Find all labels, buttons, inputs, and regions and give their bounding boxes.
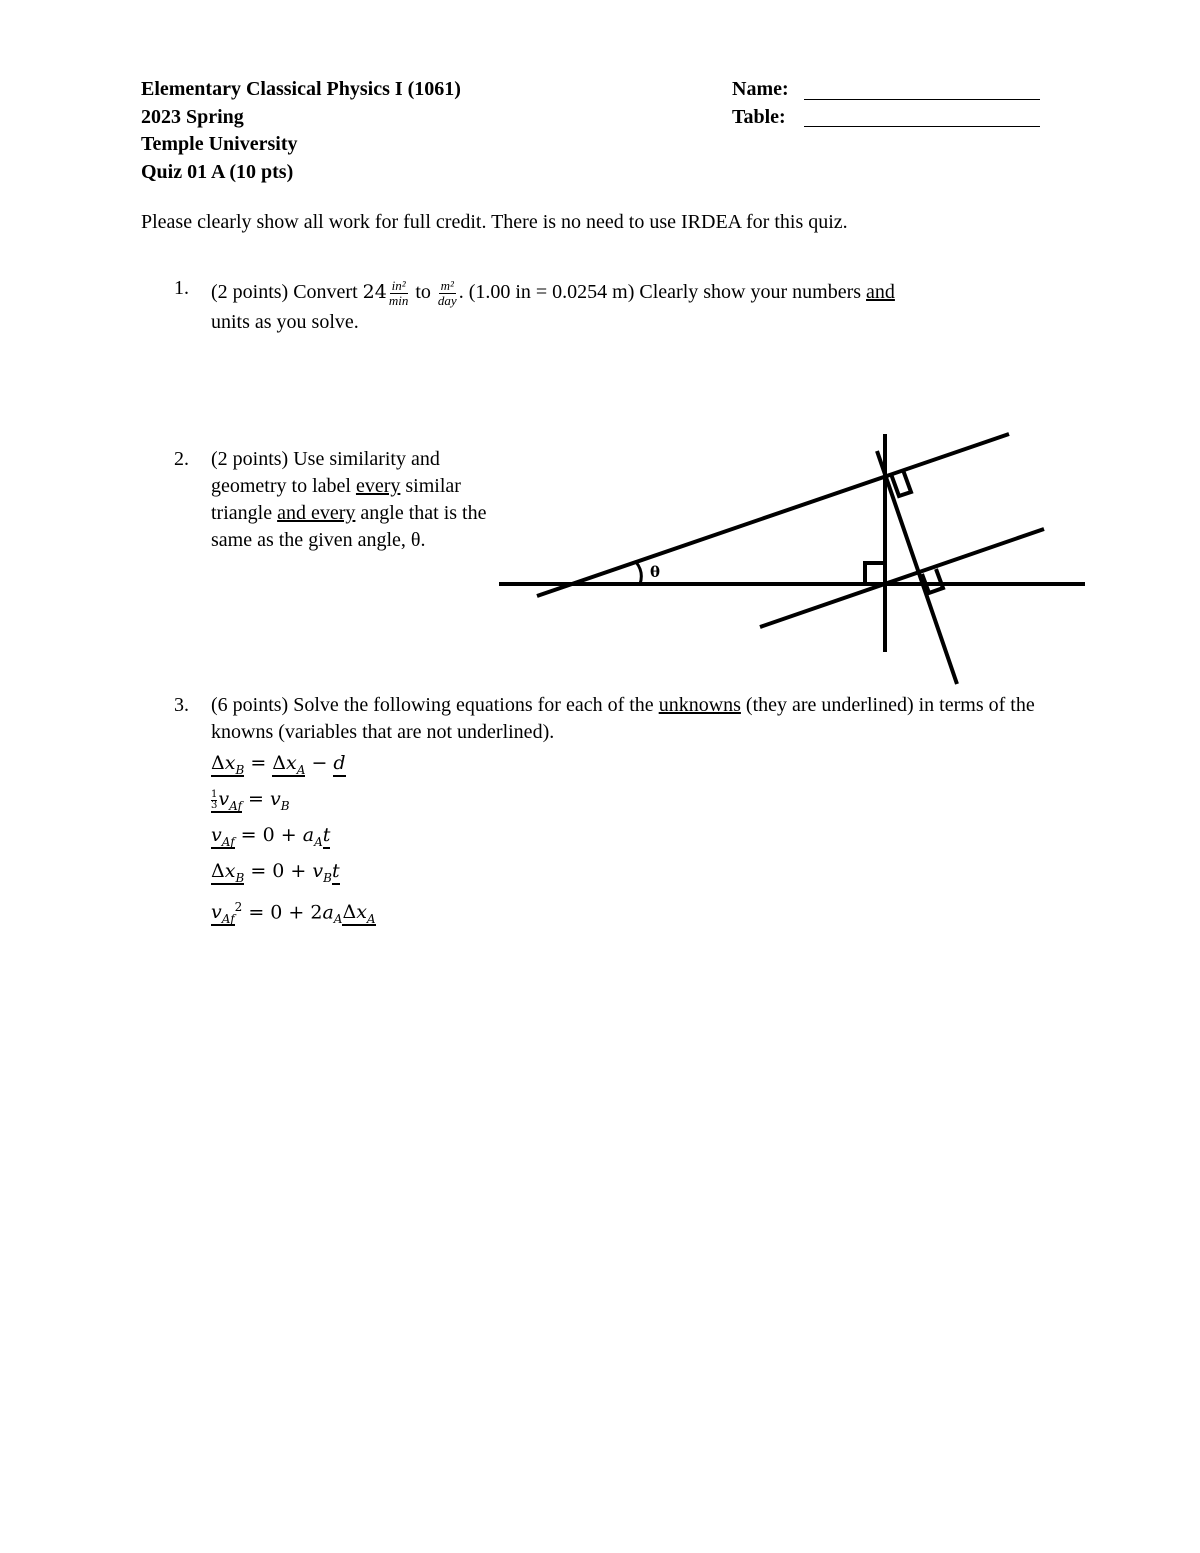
theta-arc bbox=[636, 562, 641, 584]
instructions: Please clearly show all work for full credit. There is no need to use IRDEA for this quiz. bbox=[141, 211, 848, 233]
q1-line2: units as you solve. bbox=[211, 311, 359, 333]
equation-2: $\frac{1}{3}$ $v_{Af} = v_B$ bbox=[211, 788, 290, 813]
quiz-title: Quiz 01 A (10 pts) bbox=[141, 160, 294, 183]
question-3 bbox=[174, 692, 1071, 746]
to-denominator: day bbox=[437, 292, 457, 308]
name-label: Name: bbox=[732, 78, 789, 100]
theta-label: θ bbox=[650, 563, 661, 581]
equation-list bbox=[211, 748, 376, 928]
q3-part1: (6 points) Solve the following equations for each of the bbox=[211, 694, 659, 716]
from-numerator: in² bbox=[391, 277, 406, 293]
question-number: 3. bbox=[174, 694, 189, 716]
term: 2023 Spring bbox=[141, 105, 244, 128]
q2-part1: (2 points) Use similarity and geometry to label bbox=[211, 448, 440, 497]
q3-part2: (they are underlined) in terms of the knowns (variables that are not underlined). bbox=[211, 694, 1035, 743]
equation-5: $v_{Af}^2 = 0 + 2a_A\Delta x_A$ bbox=[211, 900, 376, 927]
q2-part2: similar triangle bbox=[211, 475, 461, 524]
q2-part3: angle that is the same as the given angle, θ. bbox=[211, 502, 487, 551]
steep-line bbox=[877, 451, 957, 684]
equation-4: $\Delta x_B = 0 + v_Bt$ bbox=[211, 860, 340, 885]
q1-prefix: (2 points) Convert bbox=[211, 281, 363, 303]
question-number: 2. bbox=[174, 448, 189, 470]
q1-and: and bbox=[866, 281, 895, 303]
to-numerator: m² bbox=[440, 277, 454, 293]
equation-3: $v_{Af} = 0 + a_At$ bbox=[211, 824, 331, 849]
q3-unknowns: unknowns bbox=[658, 694, 741, 716]
from-denominator: min bbox=[388, 292, 409, 308]
lower-sloped-line bbox=[760, 529, 1044, 627]
q1-to-word: to bbox=[410, 281, 436, 303]
school: Temple University bbox=[141, 133, 298, 155]
q2-and-every: and every bbox=[277, 502, 356, 524]
equation-1: $\Delta x_B = \Delta x_A - d$ bbox=[211, 752, 346, 777]
question-number: 1. bbox=[174, 277, 189, 299]
q1-value: 24 bbox=[362, 281, 387, 303]
course-title: Elementary Classical Physics I (1061) bbox=[141, 78, 461, 100]
q2-every: every bbox=[355, 475, 401, 497]
right-angle-marker-vertical bbox=[865, 563, 885, 584]
table-label: Table: bbox=[732, 105, 786, 128]
q1-text: . (1.00 in = 0.0254 m) Clearly show your numbers bbox=[458, 281, 867, 303]
